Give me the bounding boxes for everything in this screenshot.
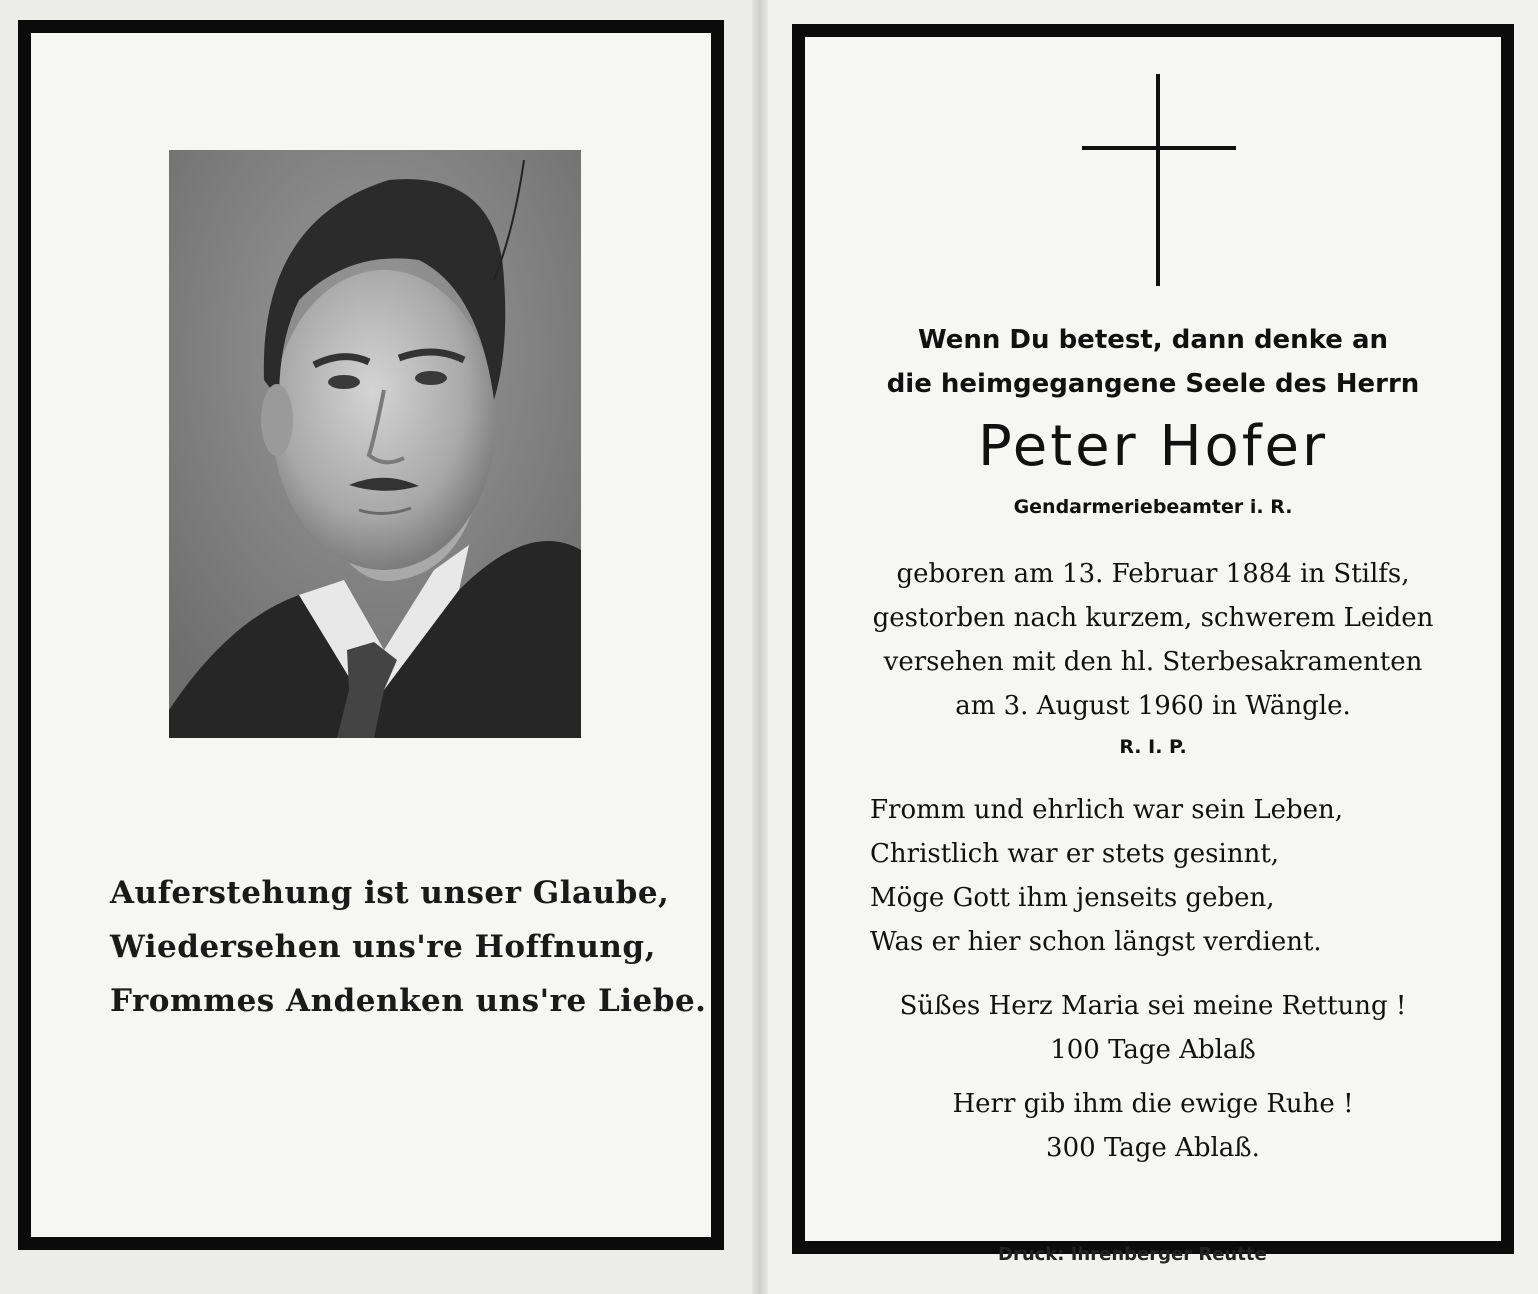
motto-line: Frommes Andenken uns're Liebe. (110, 983, 707, 1019)
dates-line: gestorben nach kurzem, schwerem Leiden (872, 603, 1434, 633)
verse-line: Fromm und ehrlich war sein Leben, (870, 795, 1344, 825)
indulgence-line: 300 Tage Ablaß. (1046, 1133, 1260, 1163)
life-dates (806, 552, 1500, 728)
dates-line: am 3. August 1960 in Wängle. (955, 691, 1351, 721)
rip-text: R. I. P. (1119, 736, 1187, 758)
dates-line: versehen mit den hl. Sterbesakramenten (883, 647, 1423, 677)
indulgence-line: Süßes Herz Maria sei meine Rettung ! (899, 991, 1407, 1021)
verse-line: Was er hier schon längst verdient. (870, 927, 1322, 957)
motto-line: Wiedersehen uns're Hoffnung, (110, 929, 656, 965)
deceased-name: Peter Hofer (977, 414, 1329, 479)
verse-line: Christlich war er stets gesinnt, (870, 839, 1280, 869)
portrait-photo (169, 150, 581, 738)
motto-verse (110, 866, 707, 1028)
deceased-title: Gendarmeriebeamter i. R. (1013, 496, 1293, 518)
prayer-line: Wenn Du betest, dann denke an (917, 325, 1389, 355)
motto-line: Auferstehung ist unser Glaube, (110, 875, 670, 911)
verse-line: Möge Gott ihm jenseits geben, (870, 883, 1275, 913)
printer-credit: Druck: Ihrenberger Reutte (998, 1244, 1267, 1265)
indulgence-prayer-2 (806, 1082, 1500, 1170)
memorial-verse (870, 788, 1490, 964)
indulgence-line: Herr gib ihm die ewige Ruhe ! (952, 1089, 1354, 1119)
latin-cross-icon (1156, 74, 1160, 286)
prayer-line: die heimgegangene Seele des Herrn (886, 369, 1420, 399)
indulgence-prayer-1 (806, 984, 1500, 1072)
prayer-intro (806, 318, 1500, 406)
center-fold (752, 0, 768, 1294)
latin-cross-icon-bar (1082, 146, 1236, 150)
indulgence-line: 100 Tage Ablaß (1050, 1035, 1256, 1065)
dates-line: geboren am 13. Februar 1884 in Stilfs, (896, 559, 1410, 589)
